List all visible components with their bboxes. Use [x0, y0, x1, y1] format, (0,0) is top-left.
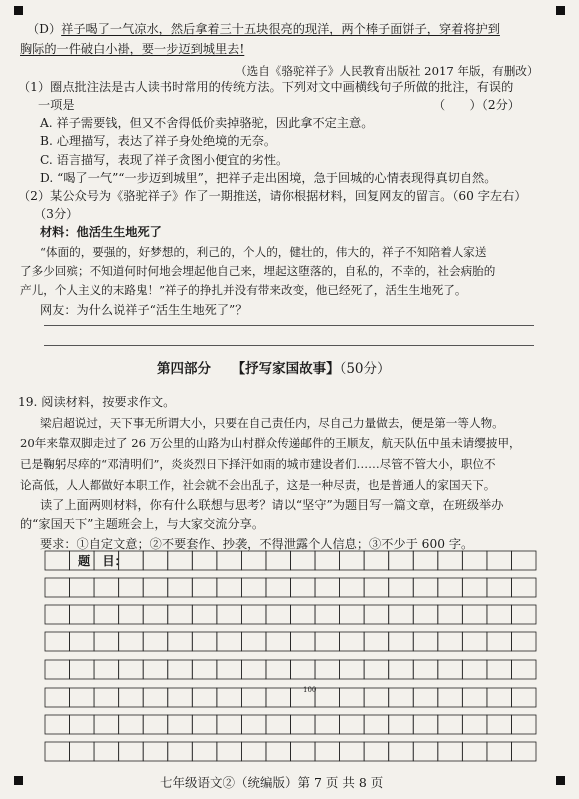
grid-cell[interactable] — [413, 632, 438, 651]
grid-cell[interactable] — [70, 632, 95, 651]
grid-cell[interactable] — [389, 551, 414, 570]
q1-option-a: A. 祥子需要钱，但又不舍得低价卖掉骆驼，因此拿不定主意。 — [40, 116, 374, 130]
grid-cell[interactable] — [291, 715, 316, 734]
grid-cell[interactable] — [291, 742, 316, 761]
part4-bracket-title: 【抒写家国故事】 — [231, 361, 340, 377]
grid-cell[interactable] — [241, 688, 266, 707]
grid-cell[interactable] — [511, 632, 536, 651]
page-footer: 七年级语文②（统编版）第 7 页 共 8 页 — [160, 775, 384, 790]
grid-cell[interactable] — [487, 688, 512, 707]
grid-cell[interactable] — [438, 632, 463, 651]
grid-cell[interactable] — [438, 578, 463, 597]
q2-stem-line1: （2）某公众号为《骆驼祥子》作了一期推送，请你根据材料，回复网友的留言。（60 字左右） — [18, 189, 527, 203]
source-note: （选自《骆驼祥子》人民教育出版社 2017 年版，有删改） — [235, 64, 539, 78]
grid-cell[interactable] — [266, 605, 291, 624]
grid-cell[interactable] — [364, 605, 389, 624]
grid-cell[interactable] — [168, 632, 193, 651]
grid-cell[interactable] — [192, 632, 217, 651]
grid-cell[interactable] — [168, 742, 193, 761]
grid-cell[interactable] — [511, 715, 536, 734]
grid-cell[interactable] — [315, 688, 340, 707]
grid-cell[interactable] — [168, 715, 193, 734]
grid-cell[interactable] — [413, 688, 438, 707]
grid-cell[interactable] — [364, 715, 389, 734]
grid-cell[interactable] — [266, 551, 291, 570]
grid-cell[interactable] — [217, 660, 242, 679]
grid-cell[interactable] — [143, 742, 168, 761]
grid-cell[interactable] — [45, 660, 70, 679]
grid-cell[interactable] — [462, 605, 487, 624]
grid-cell[interactable] — [119, 605, 144, 624]
grid-cell[interactable] — [364, 742, 389, 761]
grid-cell[interactable] — [389, 578, 414, 597]
grid-cell[interactable] — [340, 715, 365, 734]
grid-cell[interactable] — [315, 551, 340, 570]
part4-score: （50分） — [339, 361, 391, 377]
q1-option-b: B. 心理描写，表达了祥子身处绝境的无奈。 — [40, 134, 277, 148]
grid-cell[interactable] — [462, 551, 487, 570]
grid-cell[interactable] — [168, 578, 193, 597]
grid-cell[interactable] — [487, 660, 512, 679]
grid-cell[interactable] — [389, 632, 414, 651]
grid-cell[interactable] — [511, 605, 536, 624]
grid-cell[interactable] — [340, 660, 365, 679]
grid-cell[interactable] — [364, 578, 389, 597]
grid-cell[interactable] — [45, 605, 70, 624]
grid-cell[interactable] — [511, 742, 536, 761]
grid-cell[interactable] — [168, 551, 193, 570]
grid-cell[interactable] — [241, 660, 266, 679]
grid-cell[interactable] — [291, 578, 316, 597]
q19-prompt-line1: 读了上面两则材料，你有什么联想与思考？请以“坚守”为题目写一篇文章，在班级举办 — [40, 498, 504, 512]
grid-cell[interactable] — [389, 688, 414, 707]
grid-cell[interactable] — [340, 551, 365, 570]
grid-cell[interactable] — [266, 688, 291, 707]
option-d-text-cont: 胸际的一件破白小褂，要一步迈到城里去! — [20, 42, 245, 56]
grid-cell[interactable] — [266, 715, 291, 734]
grid-cell[interactable] — [119, 660, 144, 679]
grid-cell[interactable] — [487, 742, 512, 761]
grid-cell[interactable] — [413, 715, 438, 734]
q19-material-line3: 已是鞠躬尽瘁的“邓清明们”，炎炎烈日下择汗如雨的城市建设者们……尽管不管大小，职位不 — [20, 457, 496, 471]
grid-cell[interactable] — [168, 688, 193, 707]
grid-cell[interactable] — [487, 715, 512, 734]
grid-cell[interactable] — [143, 551, 168, 570]
grid-cell[interactable] — [340, 742, 365, 761]
grid-cell[interactable] — [143, 605, 168, 624]
grid-cell[interactable] — [119, 632, 144, 651]
grid-cell[interactable] — [413, 742, 438, 761]
grid-cell[interactable] — [511, 578, 536, 597]
grid-cell[interactable] — [487, 632, 512, 651]
grid-cell[interactable] — [462, 688, 487, 707]
q2-material-label: 材料：他活生生地死了 — [40, 225, 162, 239]
grid-cell[interactable] — [364, 632, 389, 651]
q2-stem-line2: （3分） — [34, 207, 79, 221]
grid-title-label: 题 目： — [78, 554, 127, 568]
grid-cell[interactable] — [70, 605, 95, 624]
grid-cell[interactable] — [70, 578, 95, 597]
q1-stem-line1: （1）圈点批注法是古人读书时常用的传统方法。下列对文中画横线句子所做的批注，有误的 — [18, 80, 514, 94]
grid-cell[interactable] — [94, 715, 119, 734]
grid-cell[interactable] — [168, 660, 193, 679]
grid-cell[interactable] — [266, 632, 291, 651]
q1-option-c: C. 语言描写，表现了祥子贪图小便宜的劣性。 — [40, 153, 289, 167]
grid-cell[interactable] — [217, 715, 242, 734]
grid-cell[interactable] — [389, 605, 414, 624]
grid-cell[interactable] — [487, 578, 512, 597]
grid-cell[interactable] — [192, 715, 217, 734]
grid-cell[interactable] — [340, 688, 365, 707]
q1-stem-line2: 一项是 — [38, 98, 75, 112]
grid-cell[interactable] — [291, 551, 316, 570]
grid-cell[interactable] — [119, 742, 144, 761]
grid-cell[interactable] — [438, 688, 463, 707]
grid-cell[interactable] — [511, 660, 536, 679]
grid-cell[interactable] — [217, 688, 242, 707]
grid-cell[interactable] — [192, 688, 217, 707]
part4-title: 第四部分 — [157, 361, 211, 377]
grid-cell[interactable] — [94, 605, 119, 624]
grid-cell[interactable] — [315, 715, 340, 734]
grid-cell[interactable] — [389, 742, 414, 761]
grid-cell[interactable] — [94, 742, 119, 761]
grid-cell[interactable] — [143, 715, 168, 734]
grid-cell[interactable] — [192, 578, 217, 597]
grid-cell[interactable] — [389, 715, 414, 734]
q19-material-line4: 论高低，人人都做好本职工作，社会就不会出乱子，这是一种尽责，也是普通人的家国天下。 — [20, 478, 496, 492]
grid-cell[interactable] — [511, 551, 536, 570]
grid-cell[interactable] — [291, 605, 316, 624]
grid-cell[interactable] — [70, 688, 95, 707]
grid-cell[interactable] — [364, 551, 389, 570]
grid-cell[interactable] — [364, 660, 389, 679]
grid-cell[interactable] — [291, 660, 316, 679]
q19-material-line1: 梁启超说过，天下事无所谓大小，只要在自己责任内，尽自己力量做去，便是第一等人物。 — [40, 416, 504, 430]
q1-option-d: D. “喝了一气”“一步迈到城里”，把祥子走出困境，急于回城的心情表现得真切自然。 — [40, 171, 497, 185]
grid-cell[interactable] — [340, 605, 365, 624]
grid-cell[interactable] — [241, 605, 266, 624]
grid-cell[interactable] — [70, 715, 95, 734]
option-d-prefix: （D） — [27, 22, 62, 36]
grid-cell[interactable] — [462, 632, 487, 651]
grid-cell[interactable] — [192, 605, 217, 624]
grid-cell[interactable] — [119, 578, 144, 597]
grid-cell[interactable] — [438, 660, 463, 679]
grid-cell[interactable] — [143, 660, 168, 679]
grid-cell[interactable] — [217, 742, 242, 761]
grid-cell[interactable] — [438, 715, 463, 734]
grid-cell[interactable] — [70, 742, 95, 761]
grid-cell[interactable] — [94, 688, 119, 707]
grid-cell[interactable] — [413, 605, 438, 624]
grid-cell[interactable] — [94, 632, 119, 651]
grid-cell[interactable] — [143, 688, 168, 707]
grid-cell[interactable] — [192, 551, 217, 570]
grid-cell[interactable] — [511, 688, 536, 707]
grid-marker-100: 100 — [303, 686, 317, 694]
grid-cell[interactable] — [462, 660, 487, 679]
grid-cell[interactable] — [70, 660, 95, 679]
grid-cell[interactable] — [266, 578, 291, 597]
grid-cell[interactable] — [413, 578, 438, 597]
grid-cell[interactable] — [192, 742, 217, 761]
grid-cell[interactable] — [462, 578, 487, 597]
grid-cell[interactable] — [364, 688, 389, 707]
q19-heading: 19. 阅读材料，按要求作文。 — [18, 395, 176, 409]
grid-cell[interactable] — [94, 660, 119, 679]
grid-cell[interactable] — [143, 578, 168, 597]
q2-netizen-comment: 网友：为什么说祥子“活生生地死了”？ — [40, 303, 248, 317]
grid-cell[interactable] — [266, 660, 291, 679]
q2-material-line3: 产儿，个人主义的末路鬼！”祥子的挣扎并没有带来改变，他已经死了，活生生地死了。 — [20, 283, 467, 297]
grid-cell[interactable] — [45, 551, 70, 570]
q19-requirements: 要求：①自定文意；②不要套作、抄袭，不得泄露个人信息；③不少于 600 字。 — [40, 537, 474, 551]
grid-cell[interactable] — [315, 578, 340, 597]
grid-cell[interactable] — [94, 578, 119, 597]
grid-cell[interactable] — [217, 578, 242, 597]
q19-prompt-line2: 的“家国天下”主题班会上，与大家交流分享。 — [20, 517, 265, 531]
grid-cell[interactable] — [217, 632, 242, 651]
grid-cell[interactable] — [45, 578, 70, 597]
grid-cell[interactable] — [192, 660, 217, 679]
option-d-text: 祥子喝了一气凉水，然后拿着三十五块很亮的现洋，两个棒子面饼子，穿着将护到 — [61, 22, 500, 36]
grid-cell[interactable] — [315, 660, 340, 679]
q19-material-line2: 20年来靠双脚走过了 26 万公里的山路为山村群众传递邮件的王顺友，航天队伍中虽未请缨披甲， — [20, 436, 521, 450]
grid-cell[interactable] — [413, 551, 438, 570]
grid-cell[interactable] — [438, 605, 463, 624]
grid-cell[interactable] — [438, 742, 463, 761]
grid-cell[interactable] — [45, 715, 70, 734]
grid-cell[interactable] — [291, 632, 316, 651]
grid-cell[interactable] — [241, 578, 266, 597]
q2-material-line2: 了多少回殡；不知道何时何地会埋起他自己来，埋起这堕落的，自私的，不幸的，社会病胎的 — [20, 264, 496, 278]
grid-cell[interactable] — [315, 605, 340, 624]
grid-cell[interactable] — [217, 605, 242, 624]
grid-cell[interactable] — [487, 551, 512, 570]
grid-cell[interactable] — [45, 742, 70, 761]
grid-cell[interactable] — [340, 632, 365, 651]
grid-cell[interactable] — [143, 632, 168, 651]
grid-cell[interactable] — [119, 715, 144, 734]
grid-cell[interactable] — [241, 742, 266, 761]
grid-cell[interactable] — [315, 632, 340, 651]
grid-cell[interactable] — [45, 632, 70, 651]
grid-cell[interactable] — [340, 578, 365, 597]
grid-cell[interactable] — [45, 688, 70, 707]
grid-cell[interactable] — [487, 605, 512, 624]
grid-cell[interactable] — [315, 742, 340, 761]
grid-cell[interactable] — [168, 605, 193, 624]
grid-cell[interactable] — [217, 551, 242, 570]
grid-cell[interactable] — [266, 742, 291, 761]
q2-material-line1: “体面的，要强的，好梦想的，利己的，个人的，健壮的，伟大的，祥子不知陪着人家送 — [40, 245, 487, 259]
grid-cell[interactable] — [241, 715, 266, 734]
grid-cell[interactable] — [241, 632, 266, 651]
q1-answer-blank[interactable]: （ ）（2分） — [433, 98, 520, 112]
grid-cell[interactable] — [438, 551, 463, 570]
grid-cell[interactable] — [119, 688, 144, 707]
grid-cell[interactable] — [462, 742, 487, 761]
grid-cell[interactable] — [413, 660, 438, 679]
grid-cell[interactable] — [241, 551, 266, 570]
grid-cell[interactable] — [389, 660, 414, 679]
grid-cell[interactable] — [462, 715, 487, 734]
